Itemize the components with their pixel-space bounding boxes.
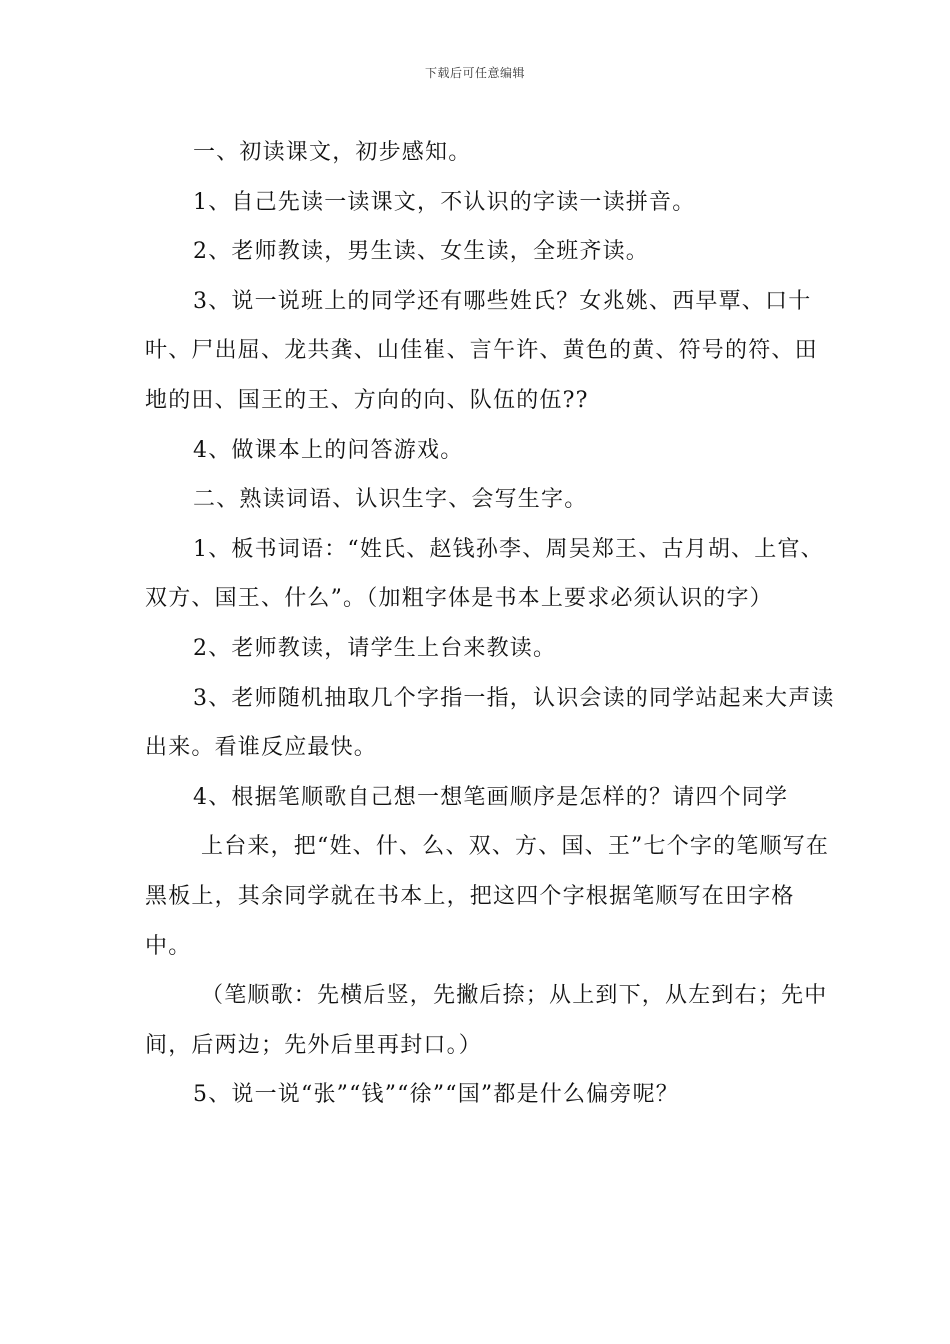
paragraph-2-2: 2、老师教读，请学生上台来教读。 (193, 635, 557, 661)
paragraph-1-2: 2、老师教读，男生读、女生读，全班齐读。 (193, 239, 649, 265)
paragraph-1-1: 1、自己先读一读课文，不认识的字读一读拼音。 (193, 189, 696, 215)
stroke-order-song: （笔顺歌：先横后竖，先撇后捺；从上到下，从左到右；先中间，后两边；先外后里再封口。） (145, 983, 828, 1058)
paragraph-1-3: 3、说一说班上的同学还有哪些姓氏？女兆姚、西早覃、口十叶、尸出屈、龙共龚、山佳崔、言午许、黄色的黄、符号的符、田地的田、国王的王、方向的向、队伍的伍?? (145, 288, 818, 413)
paragraph-2-4-continued: 上台来，把“姓、什、么、双、方、国、王”七个字的笔顺写在黑板上，其余同学就在书本上，把这四个字根据笔顺写在田字格中。 (145, 834, 830, 959)
paragraph-2-3: 3、老师随机抽取几个字指一指，认识会读的同学站起来大声读出来。看谁反应最快。 (145, 685, 835, 761)
paragraph-1-4: 4、做课本上的问答游戏。 (193, 437, 464, 463)
paragraph-2-1: 1、板书词语：“姓氏、赵钱孙李、周吴郑王、古月胡、上官、双方、国王、什么”。（加粗字体是书本上要求必须认识的字） (145, 536, 824, 612)
section-heading-2: 二、熟读词语、认识生字、会写生字。 (193, 487, 588, 513)
paragraph-2-5: 5、说一说“张”“钱”“徐”“国”都是什么偏旁呢？ (193, 1082, 679, 1108)
document-body (145, 128, 835, 1120)
paragraph-2-4: 4、根据笔顺歌自己想一想笔画顺序是怎样的？请四个同学 (193, 784, 789, 810)
section-heading-1: 一、初读课文，初步感知。 (193, 140, 472, 165)
page-header: 下载后可任意编辑 (424, 66, 525, 80)
